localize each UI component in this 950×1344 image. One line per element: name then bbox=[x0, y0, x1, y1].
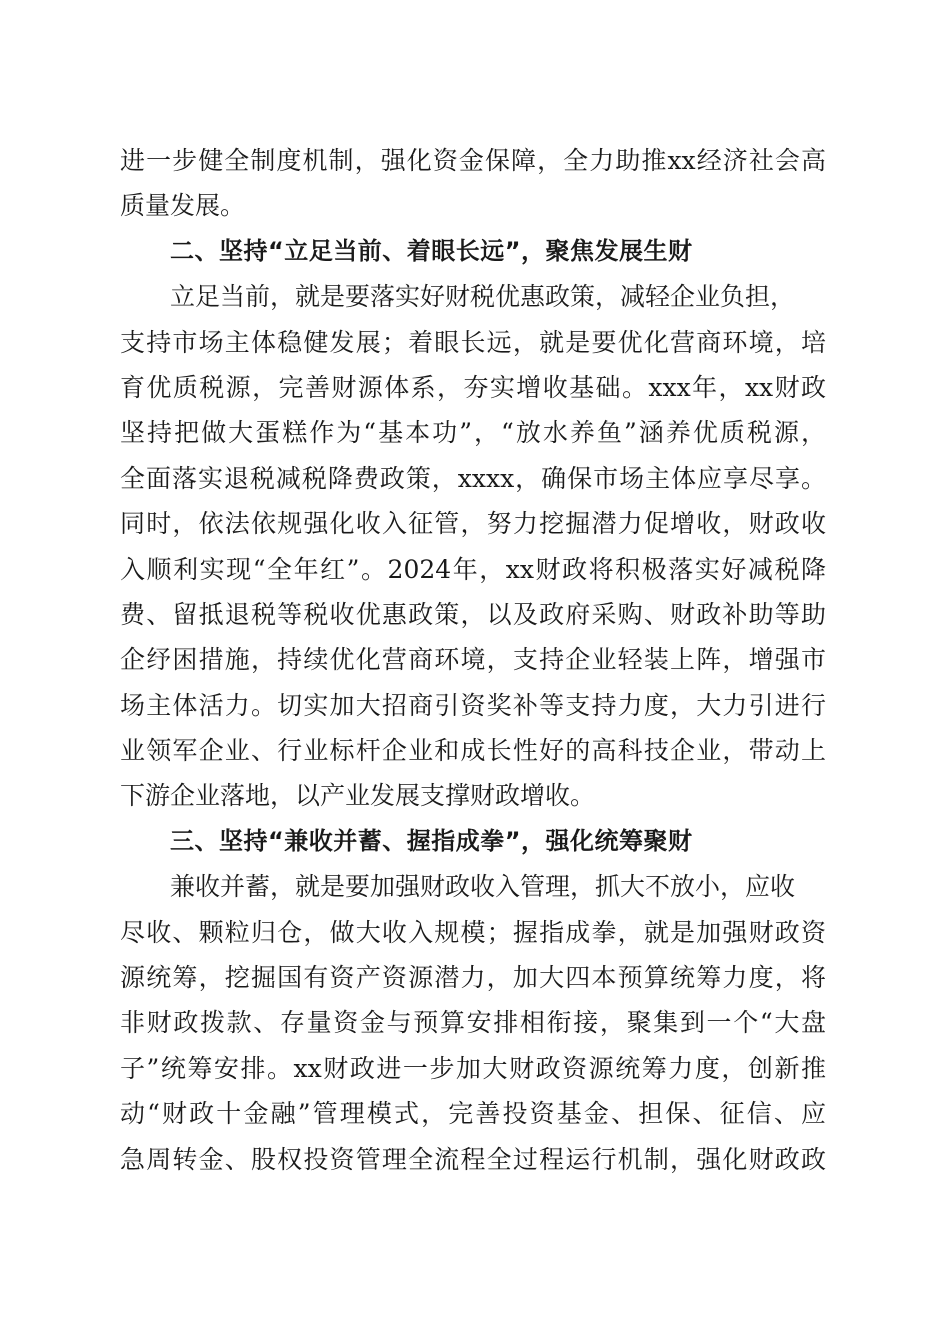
body-line: 质量发展。 bbox=[120, 191, 246, 221]
body-line: 育优质税源，完善财源体系，夯实增收基础。xxx年，xx财政 bbox=[120, 372, 826, 402]
body-line: 尽收、颗粒归仓，做大收入规模；握指成拳，就是加强财政资 bbox=[120, 917, 826, 947]
body-line: 急周转金、股权投资管理全流程全过程运行机制，强化财政政 bbox=[120, 1144, 826, 1174]
body-line: 业领军企业、行业标杆企业和成长性好的高科技企业，带动上 bbox=[120, 736, 826, 766]
paragraph-first-line: 立足当前，就是要落实好财税优惠政策，减轻企业负担， bbox=[170, 282, 796, 312]
body-line: 全面落实退税减税降费政策，xxxx，确保市场主体应享尽享。 bbox=[120, 463, 826, 493]
section-heading: 三、坚持“兼收并蓄、握指成拳”，强化统筹聚财 bbox=[170, 826, 693, 855]
document-page bbox=[120, 138, 826, 1182]
body-line: 坚持把做大蛋糕作为“基本功”，“放水养鱼”涵养优质税源， bbox=[120, 418, 826, 448]
body-line: 费、留抵退税等税收优惠政策，以及政府采购、财政补助等助 bbox=[120, 599, 826, 629]
body-line: 下游企业落地，以产业发展支撑财政增收。 bbox=[120, 781, 596, 811]
body-line: 子”统筹安排。xx财政进一步加大财政资源统筹力度，创新推 bbox=[120, 1053, 826, 1083]
body-line: 进一步健全制度机制，强化资金保障，全力助推xx经济社会高 bbox=[120, 146, 826, 175]
body-line: 同时，依法依规强化收入征管，努力挖掘潜力促增收，财政收 bbox=[120, 509, 826, 539]
body-line: 场主体活力。切实加大招商引资奖补等支持力度，大力引进行 bbox=[120, 690, 826, 720]
body-line: 源统筹，挖掘国有资产资源潜力，加大四本预算统筹力度，将 bbox=[120, 963, 826, 993]
section-heading: 二、坚持“立足当前、着眼长远”，聚焦发展生财 bbox=[170, 236, 693, 265]
paragraph-first-line: 兼收并蓄，就是要加强财政收入管理，抓大不放小，应收 bbox=[170, 872, 796, 902]
body-line: 动“财政十金融”管理模式，完善投资基金、担保、征信、应 bbox=[120, 1099, 826, 1129]
body-line: 入顺利实现“全年红”。2024年，xx财政将积极落实好减税降 bbox=[120, 554, 826, 584]
body-line: 企纾困措施，持续优化营商环境，支持企业轻装上阵，增强市 bbox=[120, 645, 826, 675]
body-line: 非财政拨款、存量资金与预算安排相衔接，聚集到一个“大盘 bbox=[120, 1008, 826, 1038]
body-line: 支持市场主体稳健发展；着眼长远，就是要优化营商环境，培 bbox=[120, 327, 826, 357]
